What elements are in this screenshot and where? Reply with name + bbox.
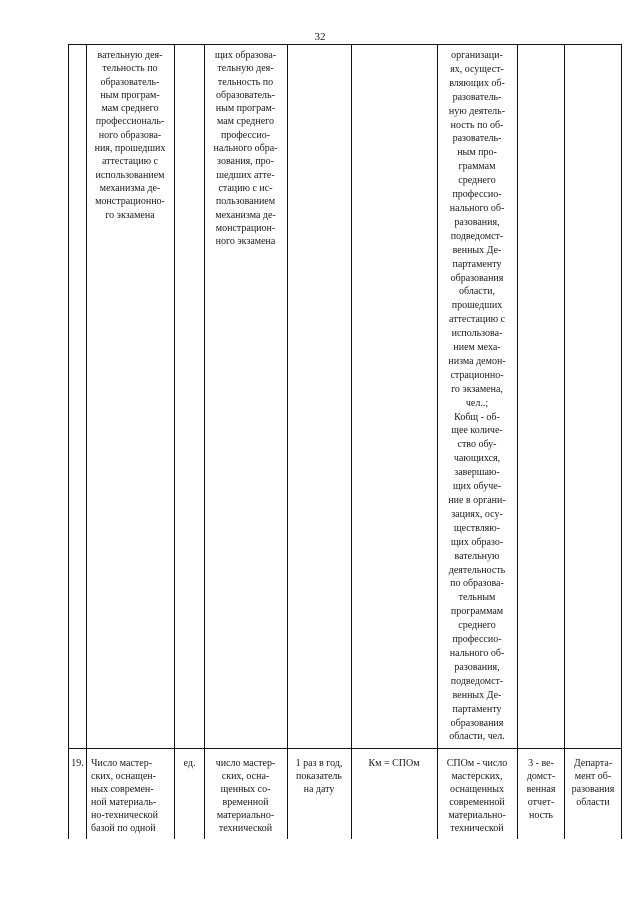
col-line-2 — [174, 44, 175, 839]
row-19-unit — [175, 757, 204, 770]
row-19-number-text: 19. — [71, 758, 84, 769]
row-19-periodicity — [288, 757, 350, 796]
col-line-5 — [351, 44, 352, 839]
row-19-name — [91, 757, 173, 835]
col-line-6 — [437, 44, 438, 839]
continued-indicator-name — [88, 49, 172, 222]
row-19-periodicity-text: 1 раз в год, показатель на дату — [295, 758, 343, 795]
row-separator — [68, 748, 622, 749]
row-19-name-text: Число мастер- ских, оснащен- ных современ- ной материаль- но-технической базой по одной — [91, 758, 158, 834]
row-19-definition — [206, 757, 285, 835]
page-number: 32 — [314, 31, 326, 43]
row-19-method-text: 3 - ве- домст- венная отчет- ность — [526, 758, 556, 821]
row-19-formula-text: Км = СПОм — [368, 758, 420, 769]
table-top-line — [68, 44, 622, 45]
row-19-number — [69, 757, 86, 770]
row-19-method — [518, 757, 564, 822]
row-19-variables-text: СПОм - число мастерских, оснащенных современной материально- технической — [446, 758, 508, 834]
row-19-responsible — [565, 757, 621, 809]
row-19-definition-text: число мастер- ских, осна- щенных со- временной материально- технической — [215, 758, 276, 834]
continued-indicator-name-text: вательную дея- тельность по образователь- ным програм- мам среднего профессиональ- ного образова- ния, прошедших аттестацию с использованием механизма де- монстрационно- го экзамена — [94, 50, 166, 221]
row-19-formula — [352, 757, 436, 770]
continued-indicator-variables — [439, 49, 515, 744]
col-line-3 — [204, 44, 205, 839]
row-19-responsible-text: Департа- мент об- разования области — [571, 758, 615, 808]
col-line-7 — [517, 44, 518, 839]
col-line-1 — [86, 44, 87, 839]
col-line-8 — [564, 44, 565, 839]
continued-indicator-definition — [206, 49, 285, 248]
col-line-9 — [621, 44, 622, 839]
continued-indicator-variables-text: организаци- ях, осущест- вляющих об- разователь- ную деятель- ность по об- разователь- ным про- граммам среднего профессио- нального об- разования, подведомст- венных Де- партаменту образования области, прошедших аттестацию с использова- нием меха- низма демон- страционно- го экзамена, чел..; Кобщ - об- щее количе- ство обу- чающихся, завершаю- щих обуче- ние в органи- зациях, осу- ществляю- щих образо- вательную деятельность по образова- тельным программам среднего профессио- нального об- разования, подведомст- венных Де- партаменту образования области, чел. — [448, 50, 506, 743]
row-19-variables — [438, 757, 516, 835]
col-line-0 — [68, 44, 69, 839]
continued-indicator-definition-text: щих образова- тельную дея- тельность по образователь- ным програм- мам среднего профессио- нального обра- зования, про- шедших атте- стацию с ис- пользованием механизма де- монстрацион- ного экзамена — [213, 50, 278, 248]
row-19-unit-text: ед. — [183, 758, 196, 769]
col-line-4 — [287, 44, 288, 839]
